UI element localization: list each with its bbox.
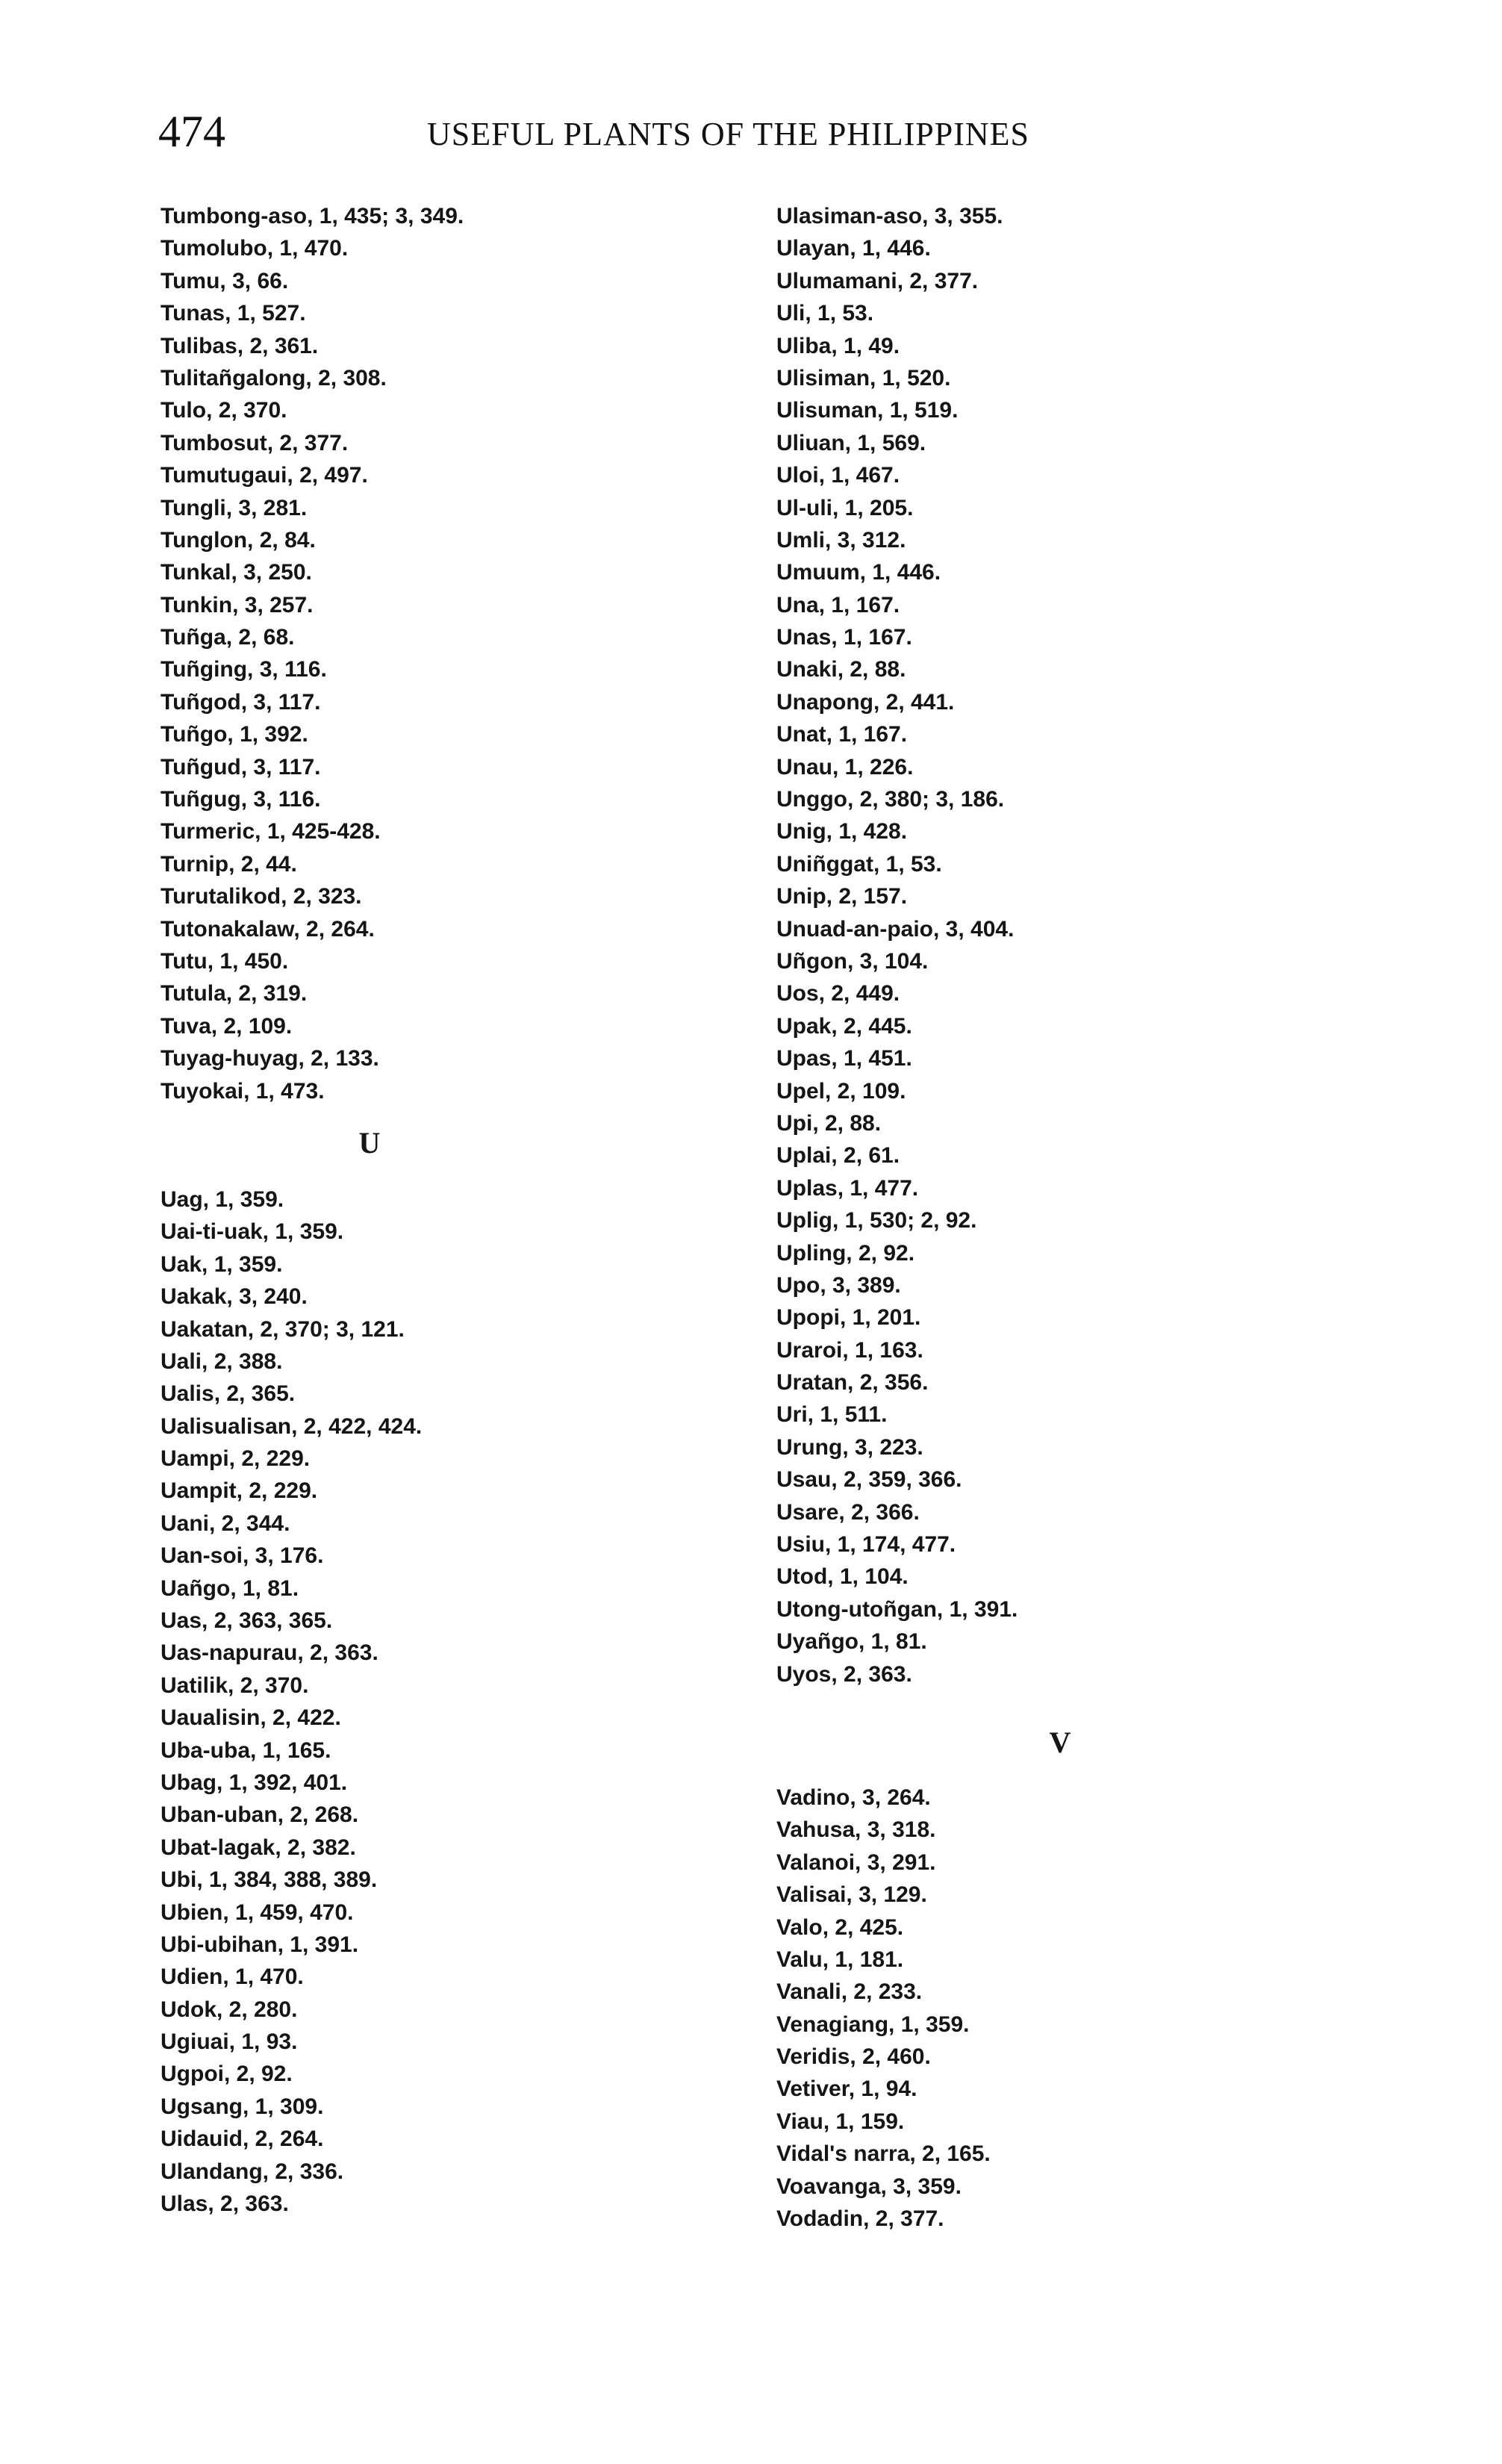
index-entry: Uniñggat, 1, 53. <box>776 851 942 877</box>
index-entry: Tuñga, 2, 68. <box>161 625 295 650</box>
index-entry: Unggo, 2, 380; 3, 186. <box>776 787 1005 812</box>
index-entry: Ulas, 2, 363. <box>161 2191 289 2217</box>
index-entry: Tumutugaui, 2, 497. <box>161 463 368 488</box>
index-entry: Ubi-ubihan, 1, 391. <box>161 1932 359 1957</box>
index-entry: Uñgon, 3, 104. <box>776 948 929 974</box>
index-entry: Uan-soi, 3, 176. <box>161 1543 324 1569</box>
index-entry: Usare, 2, 366. <box>776 1499 920 1525</box>
index-entry: Tuñgo, 1, 392. <box>161 722 308 747</box>
index-entry: Uyañgo, 1, 81. <box>776 1629 927 1655</box>
index-entry: Turmeric, 1, 425-428. <box>161 819 381 844</box>
index-entry: Tuñging, 3, 116. <box>161 657 327 682</box>
index-entry: Upak, 2, 445. <box>776 1013 912 1039</box>
index-entry: Ubi, 1, 384, 388, 389. <box>161 1867 378 1893</box>
index-entry: Tumbong-aso, 1, 435; 3, 349. <box>161 204 464 228</box>
index-entry: Tuñgod, 3, 117. <box>161 689 321 715</box>
index-entry: Uraroi, 1, 163. <box>776 1337 923 1363</box>
index-entry: Tutu, 1, 450. <box>161 948 289 974</box>
index-entry: Uli, 1, 53. <box>776 301 874 326</box>
index-entry: Tutula, 2, 319. <box>161 981 308 1007</box>
index-entry: Uas, 2, 363, 365. <box>161 1608 333 1634</box>
running-title: USEFUL PLANTS OF THE PHILIPPINES <box>427 116 1029 152</box>
index-entry: Tulo, 2, 370. <box>161 398 287 423</box>
index-entry: Ulandang, 2, 336. <box>161 2159 344 2184</box>
entry-group-v <box>776 1782 1344 2235</box>
index-entry: Valu, 1, 181. <box>776 1947 904 1972</box>
index-entry: Upas, 1, 451. <box>776 1046 912 1071</box>
index-entry: Unuad-an-paio, 3, 404. <box>776 916 1015 942</box>
index-entry: Utod, 1, 104. <box>776 1564 909 1590</box>
index-entry: Tuyokai, 1, 473. <box>161 1078 325 1104</box>
index-entry: Tunas, 1, 527. <box>161 301 306 326</box>
index-entry: Vadino, 3, 264. <box>776 1785 931 1810</box>
index-entry: Ubat-lagak, 2, 382. <box>161 1835 356 1860</box>
entry-group-t <box>161 200 728 1107</box>
index-entry: Uidauid, 2, 264. <box>161 2127 324 2152</box>
index-entry: Unau, 1, 226. <box>776 754 914 780</box>
index-entry: Tunkin, 3, 257. <box>161 592 314 617</box>
index-column-right <box>776 200 1344 2235</box>
index-entry: Uri, 1, 511. <box>776 1402 888 1428</box>
index-entry: Uyos, 2, 363. <box>776 1661 912 1687</box>
index-entry: Umuum, 1, 446. <box>776 560 941 585</box>
index-entry: Ulisuman, 1, 519. <box>776 398 959 423</box>
index-entry: Ulasiman-aso, 3, 355. <box>776 204 1003 228</box>
index-entry: Uali, 2, 388. <box>161 1348 283 1374</box>
index-entry: Usau, 2, 359, 366. <box>776 1467 962 1493</box>
index-entry: Tumu, 3, 66. <box>161 268 289 293</box>
index-column-left <box>161 200 728 2220</box>
index-entry: Utong-utoñgan, 1, 391. <box>776 1596 1018 1622</box>
index-entry: Tuñgud, 3, 117. <box>161 754 321 780</box>
index-entry: Tunglon, 2, 84. <box>161 527 316 553</box>
index-entry: Uloi, 1, 467. <box>776 463 900 488</box>
index-entry: Ubag, 1, 392, 401. <box>161 1770 348 1795</box>
index-entry: Valanoi, 3, 291. <box>776 1849 936 1875</box>
index-entry: Ulayan, 1, 446. <box>776 236 931 261</box>
index-entry: Uplas, 1, 477. <box>776 1175 919 1201</box>
index-entry: Unaki, 2, 88. <box>776 657 906 682</box>
index-entry: Tumolubo, 1, 470. <box>161 236 349 261</box>
index-entry: Unas, 1, 167. <box>776 625 912 650</box>
index-entry: Uag, 1, 359. <box>161 1186 284 1212</box>
index-entry: Uak, 1, 359. <box>161 1251 283 1277</box>
index-entry: Viau, 1, 159. <box>776 2109 905 2134</box>
index-entry: Urung, 3, 223. <box>776 1434 923 1460</box>
index-entry: Ugiuai, 1, 93. <box>161 2029 298 2055</box>
index-entry: Ualisualisan, 2, 422, 424. <box>161 1413 423 1439</box>
index-entry: Ugsang, 1, 309. <box>161 2094 324 2119</box>
index-entry: Vahusa, 3, 318. <box>776 1817 936 1843</box>
index-entry: Valo, 2, 425. <box>776 1914 904 1940</box>
index-entry: Uos, 2, 449. <box>776 981 900 1007</box>
index-entry: Veridis, 2, 460. <box>776 2044 931 2070</box>
index-entry: Upling, 2, 92. <box>776 1240 915 1266</box>
index-entry: Tulitañgalong, 2, 308. <box>161 365 387 391</box>
index-entry: Usiu, 1, 174, 477. <box>776 1532 956 1558</box>
index-entry: Tunkal, 3, 250. <box>161 560 312 585</box>
index-entry: Uban-uban, 2, 268. <box>161 1802 359 1828</box>
index-entry: Unip, 2, 157. <box>776 884 908 909</box>
index-entry: Ul-uli, 1, 205. <box>776 495 914 520</box>
index-entry: Vetiver, 1, 94. <box>776 2076 917 2102</box>
index-entry: Upi, 2, 88. <box>776 1110 882 1136</box>
index-entry: Una, 1, 167. <box>776 592 900 617</box>
index-entry: Uatilik, 2, 370. <box>161 1673 309 1698</box>
index-entry: Uliuan, 1, 569. <box>776 430 926 455</box>
index-entry: Uai-ti-uak, 1, 359. <box>161 1219 344 1245</box>
index-entry: Vodadin, 2, 377. <box>776 2206 944 2232</box>
section-letter-v: V <box>1049 1725 1071 1759</box>
index-entry: Upo, 3, 389. <box>776 1272 901 1298</box>
index-entry: Uampit, 2, 229. <box>161 1478 318 1504</box>
index-entry: Uakatan, 2, 370; 3, 121. <box>161 1316 405 1342</box>
index-entry: Turnip, 2, 44. <box>161 851 297 877</box>
index-entry: Uratan, 2, 356. <box>776 1370 929 1396</box>
index-entry: Tuva, 2, 109. <box>161 1013 293 1039</box>
index-entry: Upopi, 1, 201. <box>776 1305 921 1331</box>
index-entry: Uplai, 2, 61. <box>776 1143 900 1169</box>
page-header <box>158 102 1099 169</box>
index-entry: Tuñgug, 3, 116. <box>161 787 321 812</box>
index-entry: Unapong, 2, 441. <box>776 689 955 715</box>
index-entry: Uliba, 1, 49. <box>776 333 900 358</box>
index-entry: Uas-napurau, 2, 363. <box>161 1640 378 1666</box>
index-entry: Tungli, 3, 281. <box>161 495 308 520</box>
index-entry: Unig, 1, 428. <box>776 819 908 844</box>
index-entry: Umli, 3, 312. <box>776 527 906 553</box>
index-entry: Uaualisin, 2, 422. <box>161 1705 341 1731</box>
index-entry: Valisai, 3, 129. <box>776 1882 927 1908</box>
index-entry: Ualis, 2, 365. <box>161 1381 296 1407</box>
index-entry: Tumbosut, 2, 377. <box>161 430 349 455</box>
index-entry: Udok, 2, 280. <box>161 1997 298 2022</box>
index-entry: Ulumamani, 2, 377. <box>776 268 979 293</box>
index-entry: Voavanga, 3, 359. <box>776 2174 962 2199</box>
index-entry: Venagiang, 1, 359. <box>776 2012 970 2037</box>
index-entry: Turutalikod, 2, 323. <box>161 884 362 909</box>
entry-group-u <box>161 1183 728 2221</box>
index-entry: Udien, 1, 470. <box>161 1964 304 1990</box>
page-number: 474 <box>158 107 225 156</box>
index-entry: Tuyag-huyag, 2, 133. <box>161 1046 379 1071</box>
index-entry: Uakak, 3, 240. <box>161 1284 308 1310</box>
index-entry: Tutonakalaw, 2, 264. <box>161 916 375 942</box>
index-entry: Ugpoi, 2, 92. <box>161 2062 293 2087</box>
index-entry: Unat, 1, 167. <box>776 722 908 747</box>
section-letter-u: U <box>358 1125 381 1160</box>
index-entry: Uba-uba, 1, 165. <box>161 1737 331 1763</box>
index-entry: Vidal's narra, 2, 165. <box>776 2141 991 2167</box>
entry-group-u-continued <box>776 200 1344 1690</box>
index-entry: Uani, 2, 344. <box>161 1511 290 1536</box>
index-entry: Uplig, 1, 530; 2, 92. <box>776 1208 977 1233</box>
index-entry: Vanali, 2, 233. <box>776 1979 923 2005</box>
index-entry: Uañgo, 1, 81. <box>161 1575 299 1601</box>
index-entry: Ubien, 1, 459, 470. <box>161 1900 354 1925</box>
index-entry: Upel, 2, 109. <box>776 1078 906 1104</box>
index-entry: Ulisiman, 1, 520. <box>776 365 951 391</box>
index-entry: Tulibas, 2, 361. <box>161 333 319 358</box>
index-entry: Uampi, 2, 229. <box>161 1446 311 1472</box>
